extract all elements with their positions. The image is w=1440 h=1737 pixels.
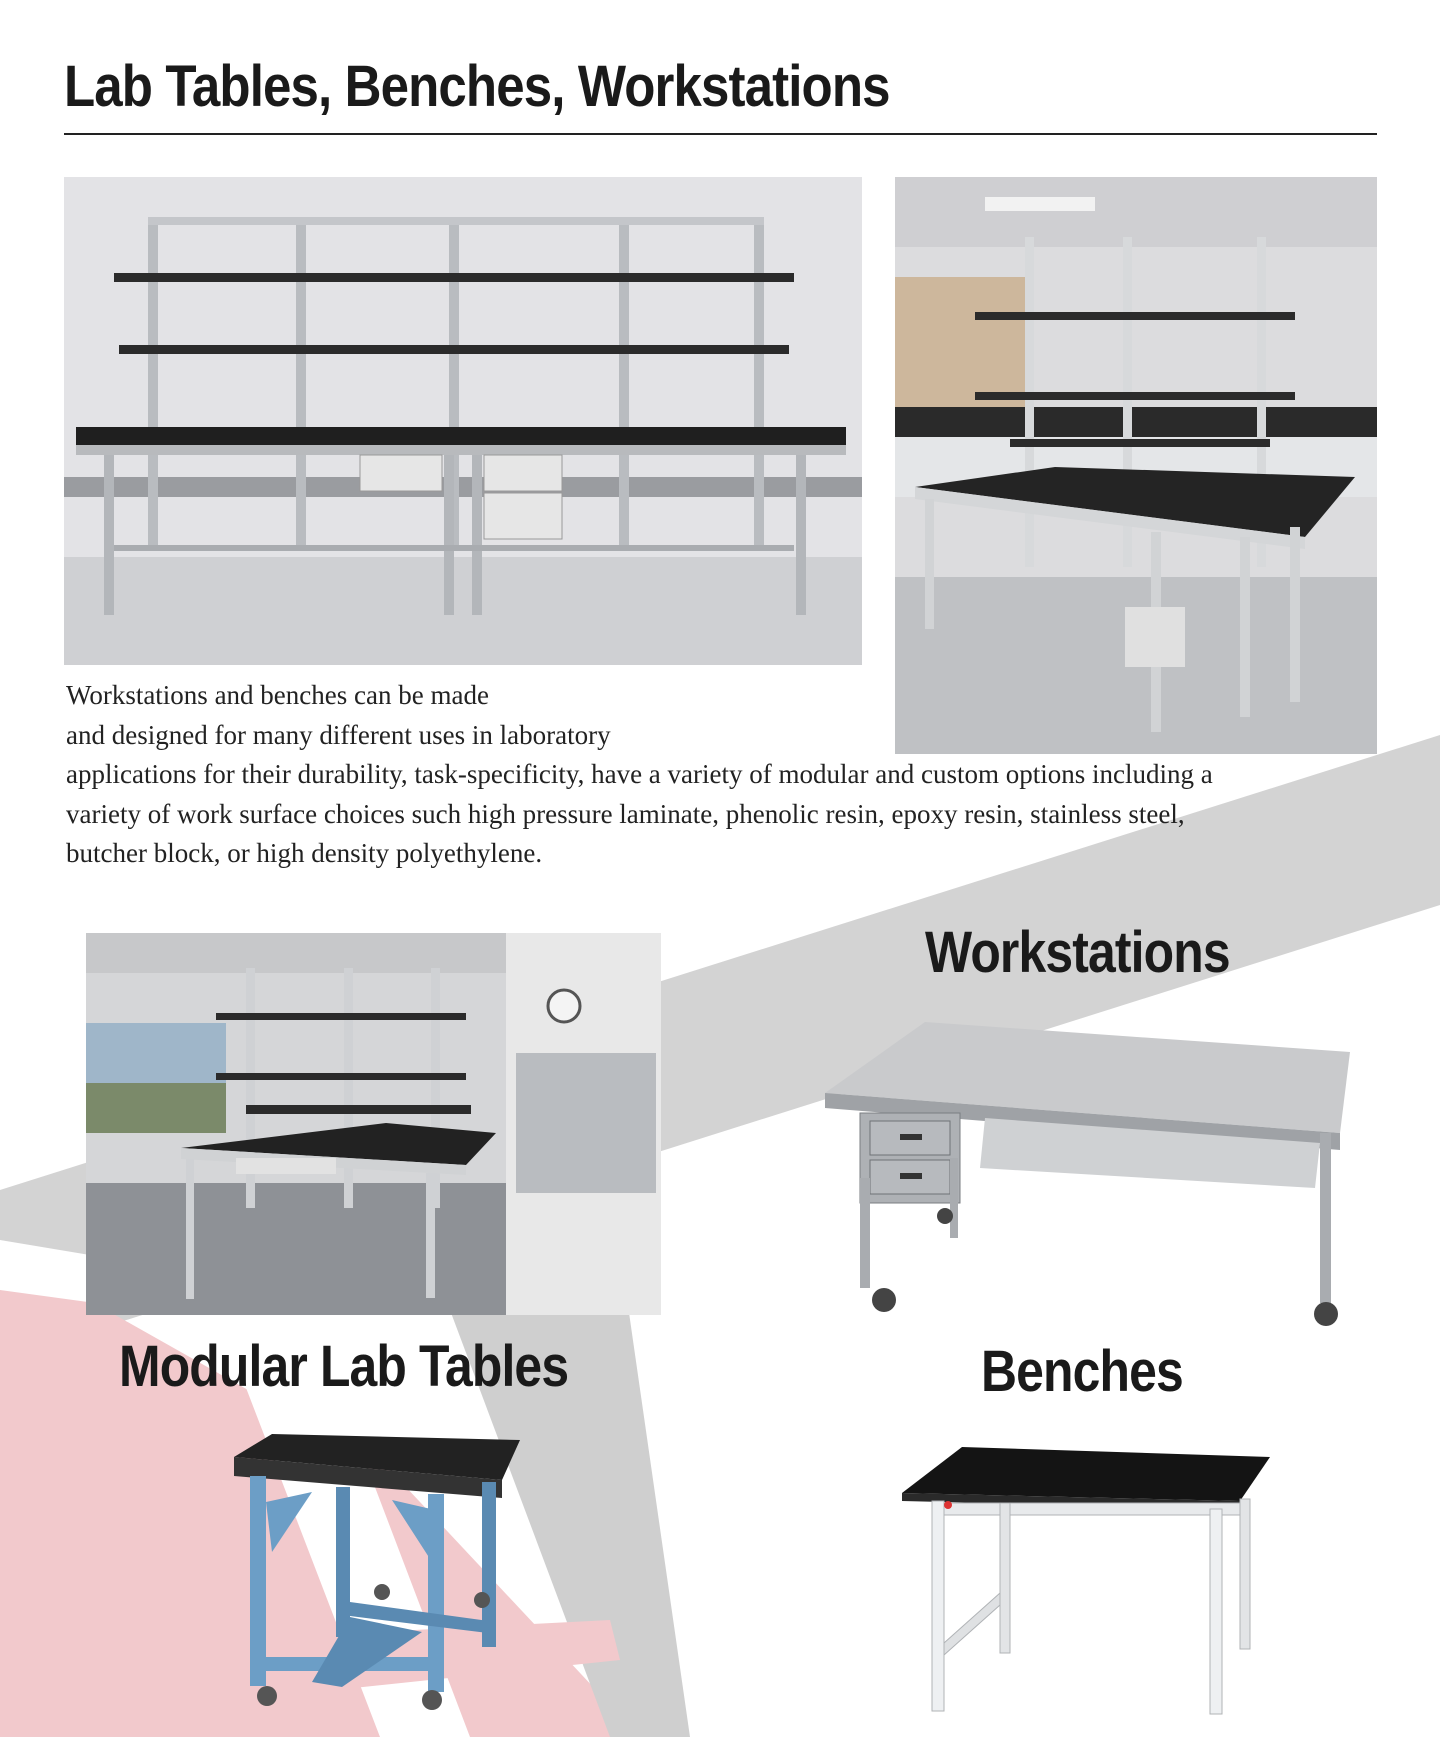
description-paragraph (66, 676, 1213, 874)
product-modular-lab-table (232, 1432, 522, 1710)
photo-wall-workstations (64, 177, 862, 665)
product-bench (900, 1443, 1272, 1716)
section-heading-modular-lab-tables: Modular Lab Tables (119, 1334, 569, 1399)
description-line: variety of work surface choices such high pressure laminate, phenolic resin, epoxy resin, stainless steel, (66, 798, 1185, 829)
product-workstation-table (820, 1018, 1360, 1330)
description-line: and designed for many different uses in laboratory (66, 719, 611, 750)
photo-island-workstation (895, 177, 1377, 754)
section-heading-workstations: Workstations (925, 920, 1230, 985)
description-line: applications for their durability, task-specificity, have a variety of modular and custom options including a (66, 759, 1213, 790)
section-heading-benches: Benches (981, 1339, 1183, 1404)
description-line: Workstations and benches can be made (66, 680, 489, 710)
photo-modular-workstation (86, 933, 661, 1315)
page-title: Lab Tables, Benches, Workstations (64, 54, 890, 119)
description-line: butcher block, or high density polyethylene. (66, 838, 543, 869)
title-divider (64, 133, 1377, 135)
